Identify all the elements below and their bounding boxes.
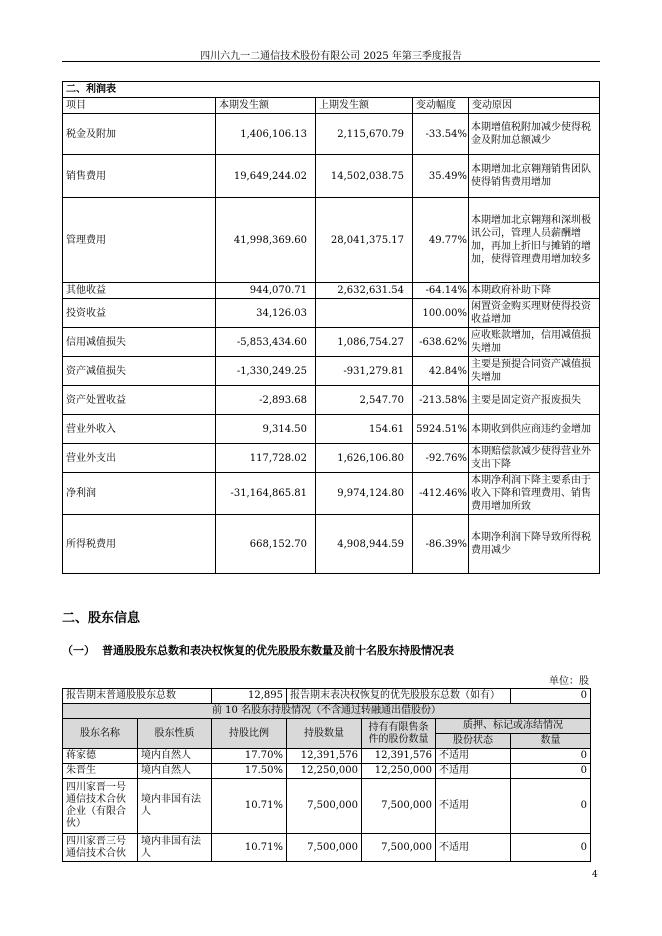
row-current: -31,164,865.81 [216,473,316,515]
col-header-current: 本期发生额 [216,98,316,114]
row-item: 销售费用 [63,155,216,198]
row-change: -33.54% [413,114,469,155]
income-section-title: 二、利润表 [63,82,600,98]
row-item: 其他收益 [63,283,216,299]
holder-count: 0 [511,779,591,834]
holder-count: 0 [511,834,591,862]
holder-restricted: 7,500,000 [362,834,436,862]
row-current: 117,728.02 [216,444,316,473]
holder-status: 不适用 [436,779,511,834]
row-previous: -931,279.81 [316,357,413,386]
holder-status: 不适用 [436,749,511,764]
table-row [63,386,600,415]
row-previous: 2,547.70 [316,386,413,415]
table-row [63,328,600,357]
row-reason: 本期增加北京翱翔销售团队使得销售费用增加 [469,155,600,198]
row-current: 9,314.50 [216,415,316,444]
total-shareholders-value: 12,895 [212,689,287,704]
holder-restricted: 12,391,576 [362,749,436,764]
row-previous [316,299,413,328]
row-current: 34,126.03 [216,299,316,328]
row-reason: 本期净利润下降主要系由于收入下降和管理费用、销售费用增加所致 [469,473,600,515]
table-row [63,515,600,574]
holder-type: 境内非国有法人 [138,779,212,834]
col-header-row [63,719,591,734]
col-header-restricted: 持有有限售条件的股份数量 [362,719,436,749]
row-change: 5924.51% [413,415,469,444]
row-reason: 闲置资金购买理财使得投资收益增加 [469,299,600,328]
holder-name: 四川家晋三号通信技术合伙 [63,834,138,862]
table-row [63,415,600,444]
row-current: -2,893.68 [216,386,316,415]
unit-label: 单位：股 [549,676,589,687]
row-previous: 9,974,124.80 [316,473,413,515]
holder-type: 境内自然人 [138,749,212,764]
holder-restricted: 7,500,000 [362,779,436,834]
subsection-text: 普通股股东总数和表决权恢复的优先股股东数量及前十名股东持股情况表 [102,644,454,657]
header-rule [62,61,600,62]
row-change: 100.00% [413,299,469,328]
table-row [63,779,591,834]
top10-title: 前 10 名股东持股情况（不含通过转融通出借股份） [63,704,591,719]
holder-qty: 7,500,000 [287,779,362,834]
table-row [63,764,591,779]
holder-count: 0 [511,749,591,764]
row-current: -5,853,434.60 [216,328,316,357]
row-previous: 4,908,944.59 [316,515,413,574]
table-row [63,834,591,862]
holder-name: 蒋家德 [63,749,138,764]
row-reason: 应收账款增加，信用减值损失增加 [469,328,600,357]
row-change: -92.76% [413,444,469,473]
holder-qty: 7,500,000 [287,834,362,862]
row-item: 资产处置收益 [63,386,216,415]
holder-restricted: 12,250,000 [362,764,436,779]
holder-ratio: 10.71% [212,834,287,862]
top10-title-row [63,704,591,719]
holder-type: 境内自然人 [138,764,212,779]
holder-ratio: 10.71% [212,779,287,834]
row-previous: 1,086,754.27 [316,328,413,357]
row-reason: 主要是预提合同资产减值损失增加 [469,357,600,386]
total-shareholders-row [63,689,591,704]
table-row [63,444,600,473]
row-reason: 本期增加北京翱翔和深圳极讯公司，管理人员薪酬增加，再加上折旧与摊销的增加，使得管理费用增加较多 [469,198,600,283]
col-header-name: 股东名称 [63,719,138,749]
row-item: 信用减值损失 [63,328,216,357]
row-reason: 本期收到供应商违约金增加 [469,415,600,444]
holder-name: 朱晋生 [63,764,138,779]
table-row [63,299,600,328]
row-change: -638.62% [413,328,469,357]
col-header-type: 股东性质 [138,719,212,749]
holder-count: 0 [511,764,591,779]
row-change: -64.14% [413,283,469,299]
holder-name: 四川家晋一号通信技术合伙企业（有限合伙） [63,779,138,834]
col-header-status: 股份状态 [436,734,511,749]
page-header: 四川六九一二通信技术股份有限公司 2025 年第三季度报告 [200,51,462,62]
pref-shareholders-label: 报告期末表决权恢复的优先股股东总数（如有） [287,689,511,704]
row-previous: 2,115,670.79 [316,114,413,155]
subsection-title [62,642,454,658]
table-row [63,114,600,155]
holder-qty: 12,250,000 [287,764,362,779]
row-change: 49.77% [413,198,469,283]
table-row [63,155,600,198]
col-header-item: 项目 [63,98,216,114]
row-change: -86.39% [413,515,469,574]
row-reason: 本期赔偿款减少使得营业外支出下降 [469,444,600,473]
row-item: 投资收益 [63,299,216,328]
row-item: 税金及附加 [63,114,216,155]
row-change: 42.84% [413,357,469,386]
row-change: 35.49% [413,155,469,198]
row-current: 668,152.70 [216,515,316,574]
subsection-number: （一） [62,644,95,657]
row-previous: 1,626,106.80 [316,444,413,473]
col-header-change: 变动幅度 [413,98,469,114]
row-reason: 本期净利润下降导致所得税费用减少 [469,515,600,574]
col-header-ratio: 持股比例 [212,719,287,749]
row-item: 营业外支出 [63,444,216,473]
table-row [63,473,600,515]
row-change: -412.46% [413,473,469,515]
col-header-pledge: 质押、标记或冻结情况 [436,719,591,734]
row-reason: 主要是固定资产报废损失 [469,386,600,415]
col-header-count: 数量 [511,734,591,749]
holder-ratio: 17.50% [212,764,287,779]
col-header-previous: 上期发生额 [316,98,413,114]
row-reason: 本期政府补助下降 [469,283,600,299]
col-header-reason: 变动原因 [469,98,600,114]
holder-status: 不适用 [436,764,511,779]
pref-shareholders-value: 0 [511,689,591,704]
row-current: 41,998,369.60 [216,198,316,283]
income-header-row [63,98,600,114]
row-change: -213.58% [413,386,469,415]
row-previous: 14,502,038.75 [316,155,413,198]
row-current: -1,330,249.25 [216,357,316,386]
row-reason: 本期增值税附加减少使得税金及附加总额减少 [469,114,600,155]
page-number: 4 [592,870,598,880]
holder-type: 境内非国有法人 [138,834,212,862]
row-item: 营业外收入 [63,415,216,444]
row-item: 管理费用 [63,198,216,283]
holder-qty: 12,391,576 [287,749,362,764]
row-current: 1,406,106.13 [216,114,316,155]
section-title-shareholders: 二、股东信息 [62,611,141,626]
row-item: 所得税费用 [63,515,216,574]
col-header-qty: 持股数量 [287,719,362,749]
holder-status: 不适用 [436,834,511,862]
row-item: 净利润 [63,473,216,515]
table-row [63,357,600,386]
table-row [63,198,600,283]
table-row [63,749,591,764]
row-previous: 2,632,631.54 [316,283,413,299]
income-statement-table [62,81,600,574]
table-row [63,283,600,299]
holder-ratio: 17.70% [212,749,287,764]
shareholder-table [62,688,591,862]
row-current: 19,649,244.02 [216,155,316,198]
row-item: 资产减值损失 [63,357,216,386]
total-shareholders-label: 报告期末普通股股东总数 [63,689,212,704]
row-previous: 28,041,375.17 [316,198,413,283]
row-previous: 154.61 [316,415,413,444]
row-current: 944,070.71 [216,283,316,299]
